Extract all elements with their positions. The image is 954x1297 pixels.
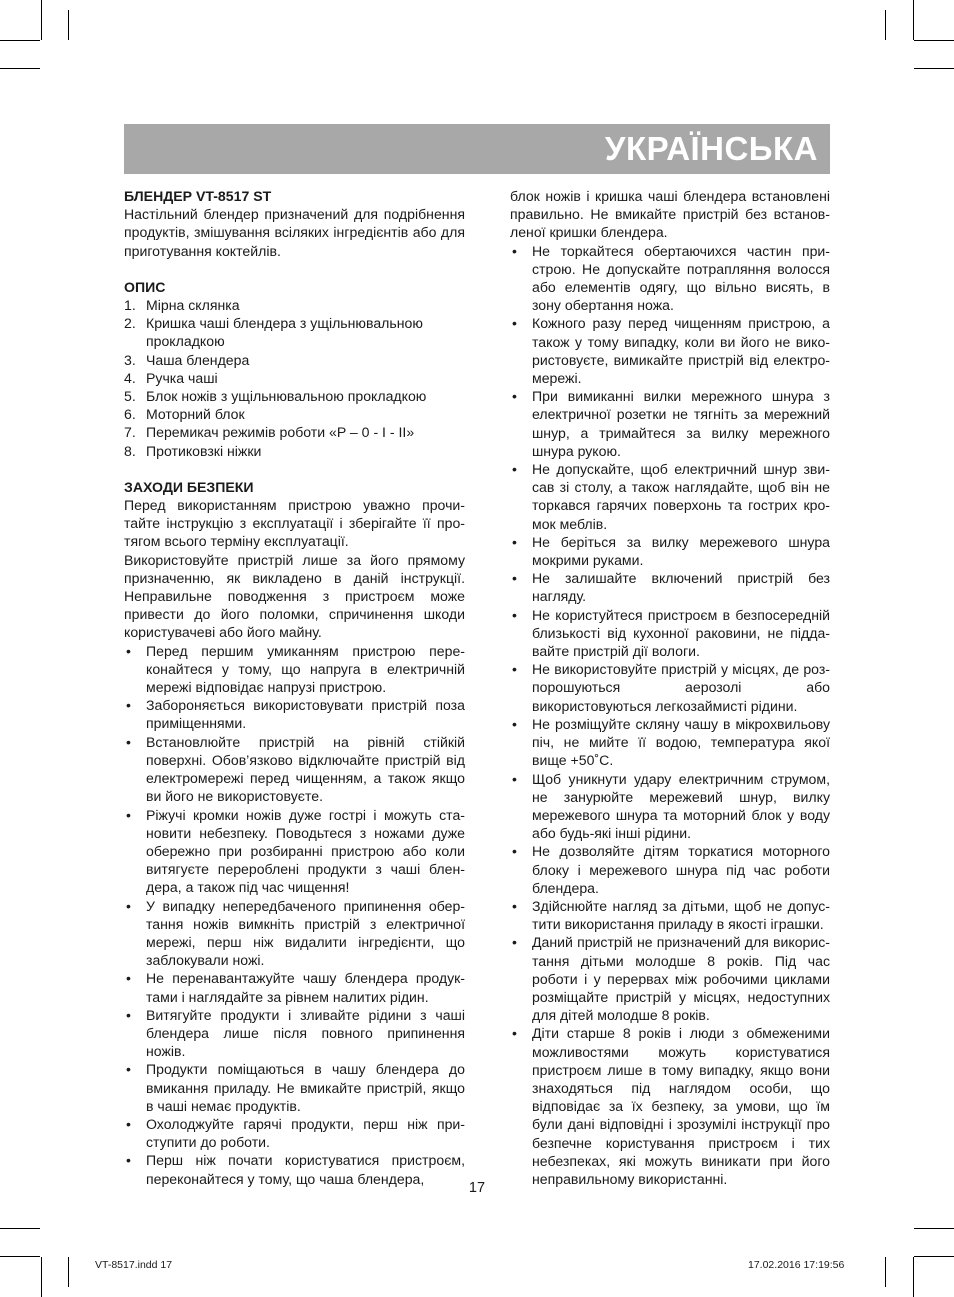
- bullet-item: • Не залишайте включений пристрій без нагляду.: [512, 570, 830, 605]
- safety-paragraph: Використовуйте пристрій лише за його прямому призначенню, як викладено в даній інструкції. Неправильне поводження з пристроєм може привести до його поломки, спричинення шкоди користувачеві або його майну.: [124, 551, 465, 641]
- list-item: 4. Ручка чаші: [124, 369, 218, 386]
- list-item: 7. Перемикач режимів роботи «P – 0 - I - II»: [124, 424, 415, 441]
- bullet-item: • При вимиканні вилки мережного шнура з електричної розетки не тягніть за мережний шнур, а тримайтеся за вилку мережного шнура рукою.: [512, 388, 830, 459]
- list-item: 3. Чаша блендера: [124, 351, 250, 368]
- bullet-item: • Не дозволяйте дітям торкатися моторного блоку і мережевого шнура під час роботи блендера.: [512, 843, 830, 896]
- bullet-item: • Продукти поміщаються в чашу блендера до вмикання приладу. Не вмикайте пристрій, якщо в чаші немає продуктів.: [126, 1061, 465, 1114]
- bullet-item: • Забороняється використовувати пристрій поза приміщеннями.: [126, 697, 465, 732]
- list-item: 5. Блок ножів з ущільнювальною прокладкою: [124, 388, 427, 405]
- page-number: 17: [468, 1180, 486, 1196]
- crop-mark: [41, 0, 42, 40]
- safety-bullets: [124, 642, 465, 1188]
- bullet-item: • Перед першим умиканням пристрою переконайтеся у тому, що напруга в електричній мережі відповідає напрузі пристрою.: [126, 642, 465, 696]
- bullet-item: • Ріжучі кромки ножів дуже гострі і можуть становити небезпеку. Поводьтеся з ножами дуже обережно при розбиранні пристрою або коли витягуєте перероблені продукти з чаші блендера, а також під час чищення!: [126, 806, 465, 896]
- crop-mark: [0, 1228, 40, 1229]
- bullet-item: • Не користуйтеся пристроєм в безпосередній близькості від кухонної раковини, не піддавайте пристрій дії вологи.: [512, 606, 830, 660]
- parts-list: [124, 296, 465, 460]
- bullet-item: • Не беріться за вилку мережевого шнура мокрими руками.: [512, 533, 830, 569]
- crop-mark: [0, 40, 40, 41]
- crop-mark: [0, 68, 40, 69]
- bullet-item: • Даний пристрій не призначений для використання дітьми молодше 8 років. Під час роботи і у перервах між робочими циклами розміщайте пристрій у місцях, недоступних для дітей молодше 8 років.: [512, 934, 830, 1024]
- bullet-item: • Кожного разу перед чищенням пристрою, а також у тому випадку, коли ви його не використовуєте, вимикайте пристрій від електромережі.: [512, 315, 830, 387]
- crop-mark: [914, 68, 954, 69]
- product-title: БЛЕНДЕР VT-8517 ST: [124, 188, 272, 204]
- bullet-item: • Не допускайте, щоб електричний шнур звисав зі столу, а також наглядайте, щоб він не торкався гарячих поверхонь та гострих кромок меблів.: [512, 461, 830, 532]
- language-banner: [124, 124, 830, 174]
- language-title: УКРАЇНСЬКА: [604, 130, 818, 167]
- right-column: [510, 187, 830, 1188]
- bullet-item: • Не перенавантажуйте чашу блендера продуктами і наглядайте за рівнем налитих рідин.: [126, 970, 465, 1005]
- list-item: 8. Протиковзкі ніжки: [124, 442, 262, 459]
- safety-paragraph: Перед використанням пристрою уважно прочитайте інструкцію з експлуатації і зберігайте її протягом всього терміну експлуатації.: [124, 497, 465, 550]
- bullet-item: • Діти старше 8 років і люди з обмеженими можливостями можуть користуватися пристроєм лише в тому випадку, якщо вони знаходяться під наглядом особи, що відповідає за їх безпеку, за умови, що їм були дані відповідні і зрозумілі інструкції про безпечне користування пристроєм і тих небезпеках, які можуть виникати при його неправильному використанні.: [512, 1025, 830, 1187]
- bullet-item: • Не використовуйте пристрій у місцях, де розпорошуються аерозолі або використовуються легкозаймисті рідини.: [512, 661, 830, 714]
- left-column: [124, 187, 465, 1188]
- bullet-item: • У випадку непередбаченого припинення обертання ножів вимкніть пристрій з електричної мережі, перш ніж видалити інгредієнти, що заблокували ножі.: [126, 897, 465, 969]
- bullet-item: • Здійснюйте нагляд за дітьми, щоб не допустити використання приладу в якості іграшки.: [512, 897, 830, 933]
- safety-heading: ЗАХОДИ БЕЗПЕКИ: [124, 478, 254, 495]
- crop-mark: [913, 1257, 914, 1297]
- crop-mark: [885, 10, 886, 40]
- bullet-item: • Не розміщуйте скляну чашу в мікрохвильову піч, не мийте її водою, температура якої вище +50˚С.: [512, 715, 830, 769]
- bullet-item: • Перш ніж почати користуватися пристроєм, переконайтеся у тому, що чаша блендера,: [126, 1152, 465, 1187]
- crop-mark: [913, 0, 914, 40]
- list-item: 6. Моторний блок: [124, 406, 245, 423]
- bullet-item: • Встановлюйте пристрій на рівній стійкій поверхні. Обов’язково відключайте пристрій від електромережі перед чищенням, а також якщо ви його не використовуєте.: [126, 733, 465, 805]
- bullet-item: • Щоб уникнути удару електричним струмом, не занурюйте мережевий шнур, вилку мережевого шнура та моторний блок у воду або будь-які інші рідини.: [512, 770, 830, 842]
- continued-text: блок ножів і кришка чаші блендера встановлені правильно. Не вмикайте пристрій без встановленої кришки блендера.: [510, 188, 830, 241]
- bullet-item: • Охолоджуйте гарячі продукти, перш ніж приступити до роботи.: [126, 1115, 465, 1151]
- bullet-item: • Витягуйте продукти і зливайте рідини з чаші блендера лише після повного припинення ножів.: [126, 1006, 465, 1060]
- footer-timestamp: 17.02.2016 17:19:56: [748, 1259, 845, 1271]
- list-item: 1. Мірна склянка: [124, 297, 240, 314]
- footer-file: VT-8517.indd 17: [95, 1259, 173, 1271]
- crop-mark: [0, 1256, 40, 1257]
- crop-mark: [914, 1256, 954, 1257]
- crop-mark: [41, 1257, 42, 1297]
- list-item: 2. Кришка чаші блендера з ущільнювальною прокладкою: [124, 315, 423, 350]
- bullet-item: • Не торкайтеся обертаючихся частин пристрою. Не допускайте потрапляння волосся або елементів одягу, що вільно висять, в зону обертання ножа.: [512, 242, 830, 314]
- description-heading: ОПИС: [124, 278, 166, 295]
- crop-mark: [914, 1228, 954, 1229]
- intro-paragraph: Настільний блендер призначений для подрібнення продуктів, змішування всіляких інгредієнтів або для приготування коктейлів.: [124, 206, 465, 259]
- crop-mark: [885, 1257, 886, 1287]
- safety-bullets: [510, 242, 830, 1189]
- crop-mark: [68, 10, 69, 40]
- crop-mark: [914, 40, 954, 41]
- crop-mark: [68, 1257, 69, 1287]
